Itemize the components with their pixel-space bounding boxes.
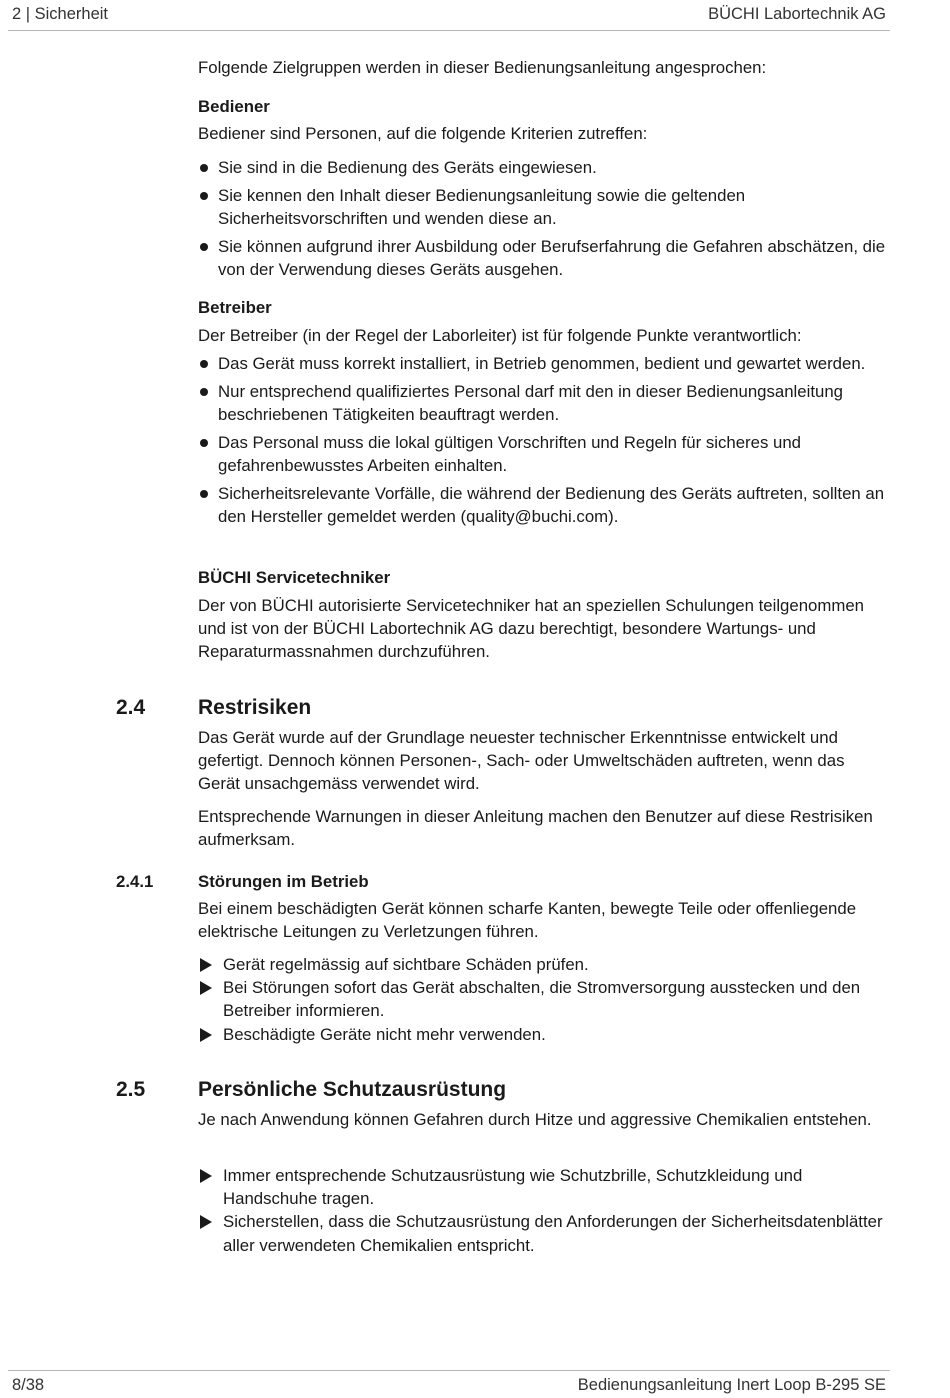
- s24-paragraph-1: Das Gerät wurde auf der Grundlage neuester technischer Erkenntnisse entwickelt und gefertigt. Dennoch können Personen-, Sach- oder Umweltschäden auftreten, wenn das Gerät unsachgemäss verwendet wird.: [198, 728, 845, 794]
- page-footer: [8, 1370, 890, 1398]
- header-company: BÜCHI Labortechnik AG: [708, 5, 886, 23]
- section-title-2-4-1: Störungen im Betrieb: [198, 872, 369, 891]
- section-number-2-4-1: 2.4.1: [116, 872, 154, 891]
- service-text: Der von BÜCHI autorisierte Servicetechniker hat an speziellen Schulungen teilgenommen und ist von der BÜCHI Labortechnik AG dazu berechtigt, besondere Wartungs- und Reparaturmassnahmen durchzuführen.: [198, 596, 865, 662]
- list-item: Sie sind in die Bedienung des Geräts eingewiesen.: [198, 156, 888, 179]
- s25-action-list: [198, 1164, 888, 1257]
- betreiber-text: Der Betreiber (in der Regel der Laborleiter) ist für folgende Punkte verantwortlich:: [198, 326, 802, 345]
- header-chapter: 2 | Sicherheit: [12, 5, 109, 23]
- section-number-2-5: 2.5: [116, 1078, 146, 1101]
- list-item: Beschädigte Geräte nicht mehr verwenden.: [198, 1023, 888, 1046]
- list-item: Sicherheitsrelevante Vorfälle, die während der Bedienung des Geräts auftreten, sollten an den Hersteller gemeldet werden (quality@buchi.com).: [198, 482, 888, 528]
- bediener-text: Bediener sind Personen, auf die folgende Kriterien zutreffen:: [198, 124, 648, 143]
- intro-text: Folgende Zielgruppen werden in dieser Bedienungsanleitung angesprochen:: [198, 58, 767, 77]
- bediener-list: [198, 156, 888, 286]
- page-header: [8, 0, 890, 31]
- s241-paragraph-1: Bei einem beschädigten Gerät können scharfe Kanten, bewegte Teile oder offenliegende elektrische Leitungen zu Verletzungen führen.: [198, 899, 857, 942]
- footer-manual-title: Bedienungsanleitung Inert Loop B-295 SE: [577, 1376, 886, 1394]
- list-item: Bei Störungen sofort das Gerät abschalten, die Stromversorgung ausstecken und den Betreiber informieren.: [198, 976, 888, 1022]
- section-title-2-5: Persönliche Schutzausrüstung: [198, 1078, 507, 1101]
- betreiber-list: [198, 352, 888, 533]
- list-item: Das Personal muss die lokal gültigen Vorschriften und Regeln für sicheres und gefahrenbewusstes Arbeiten einhalten.: [198, 431, 888, 477]
- bediener-title: Bediener: [198, 97, 270, 116]
- list-item: Das Gerät muss korrekt installiert, in Betrieb genommen, bedient und gewartet werden.: [198, 352, 888, 375]
- section-title-2-4: Restrisiken: [198, 696, 312, 719]
- service-title: BÜCHI Servicetechniker: [198, 568, 391, 587]
- betreiber-title: Betreiber: [198, 298, 272, 317]
- list-item: Nur entsprechend qualifiziertes Personal darf mit den in dieser Bedienungsanleitung beschriebenen Tätigkeiten beauftragt werden.: [198, 380, 888, 426]
- s241-action-list: [198, 953, 888, 1046]
- s25-paragraph-1: Je nach Anwendung können Gefahren durch Hitze und aggressive Chemikalien entstehen.: [198, 1110, 872, 1129]
- page-number: 8/38: [12, 1376, 45, 1394]
- list-item: Sie kennen den Inhalt dieser Bedienungsanleitung sowie die geltenden Sicherheitsvorschriften und wenden diese an.: [198, 184, 888, 230]
- list-item: Gerät regelmässig auf sichtbare Schäden prüfen.: [198, 953, 888, 976]
- list-item: Immer entsprechende Schutzausrüstung wie Schutzbrille, Schutzkleidung und Handschuhe tragen.: [198, 1164, 888, 1210]
- s24-paragraph-2: Entsprechende Warnungen in dieser Anleitung machen den Benutzer auf diese Restrisiken aufmerksam.: [198, 807, 873, 850]
- list-item: Sie können aufgrund ihrer Ausbildung oder Berufserfahrung die Gefahren abschätzen, die von der Verwendung dieses Geräts ausgehen.: [198, 235, 888, 281]
- list-item: Sicherstellen, dass die Schutzausrüstung den Anforderungen der Sicherheitsdatenblätter aller verwendeten Chemikalien entspricht.: [198, 1210, 888, 1256]
- section-number-2-4: 2.4: [116, 696, 146, 719]
